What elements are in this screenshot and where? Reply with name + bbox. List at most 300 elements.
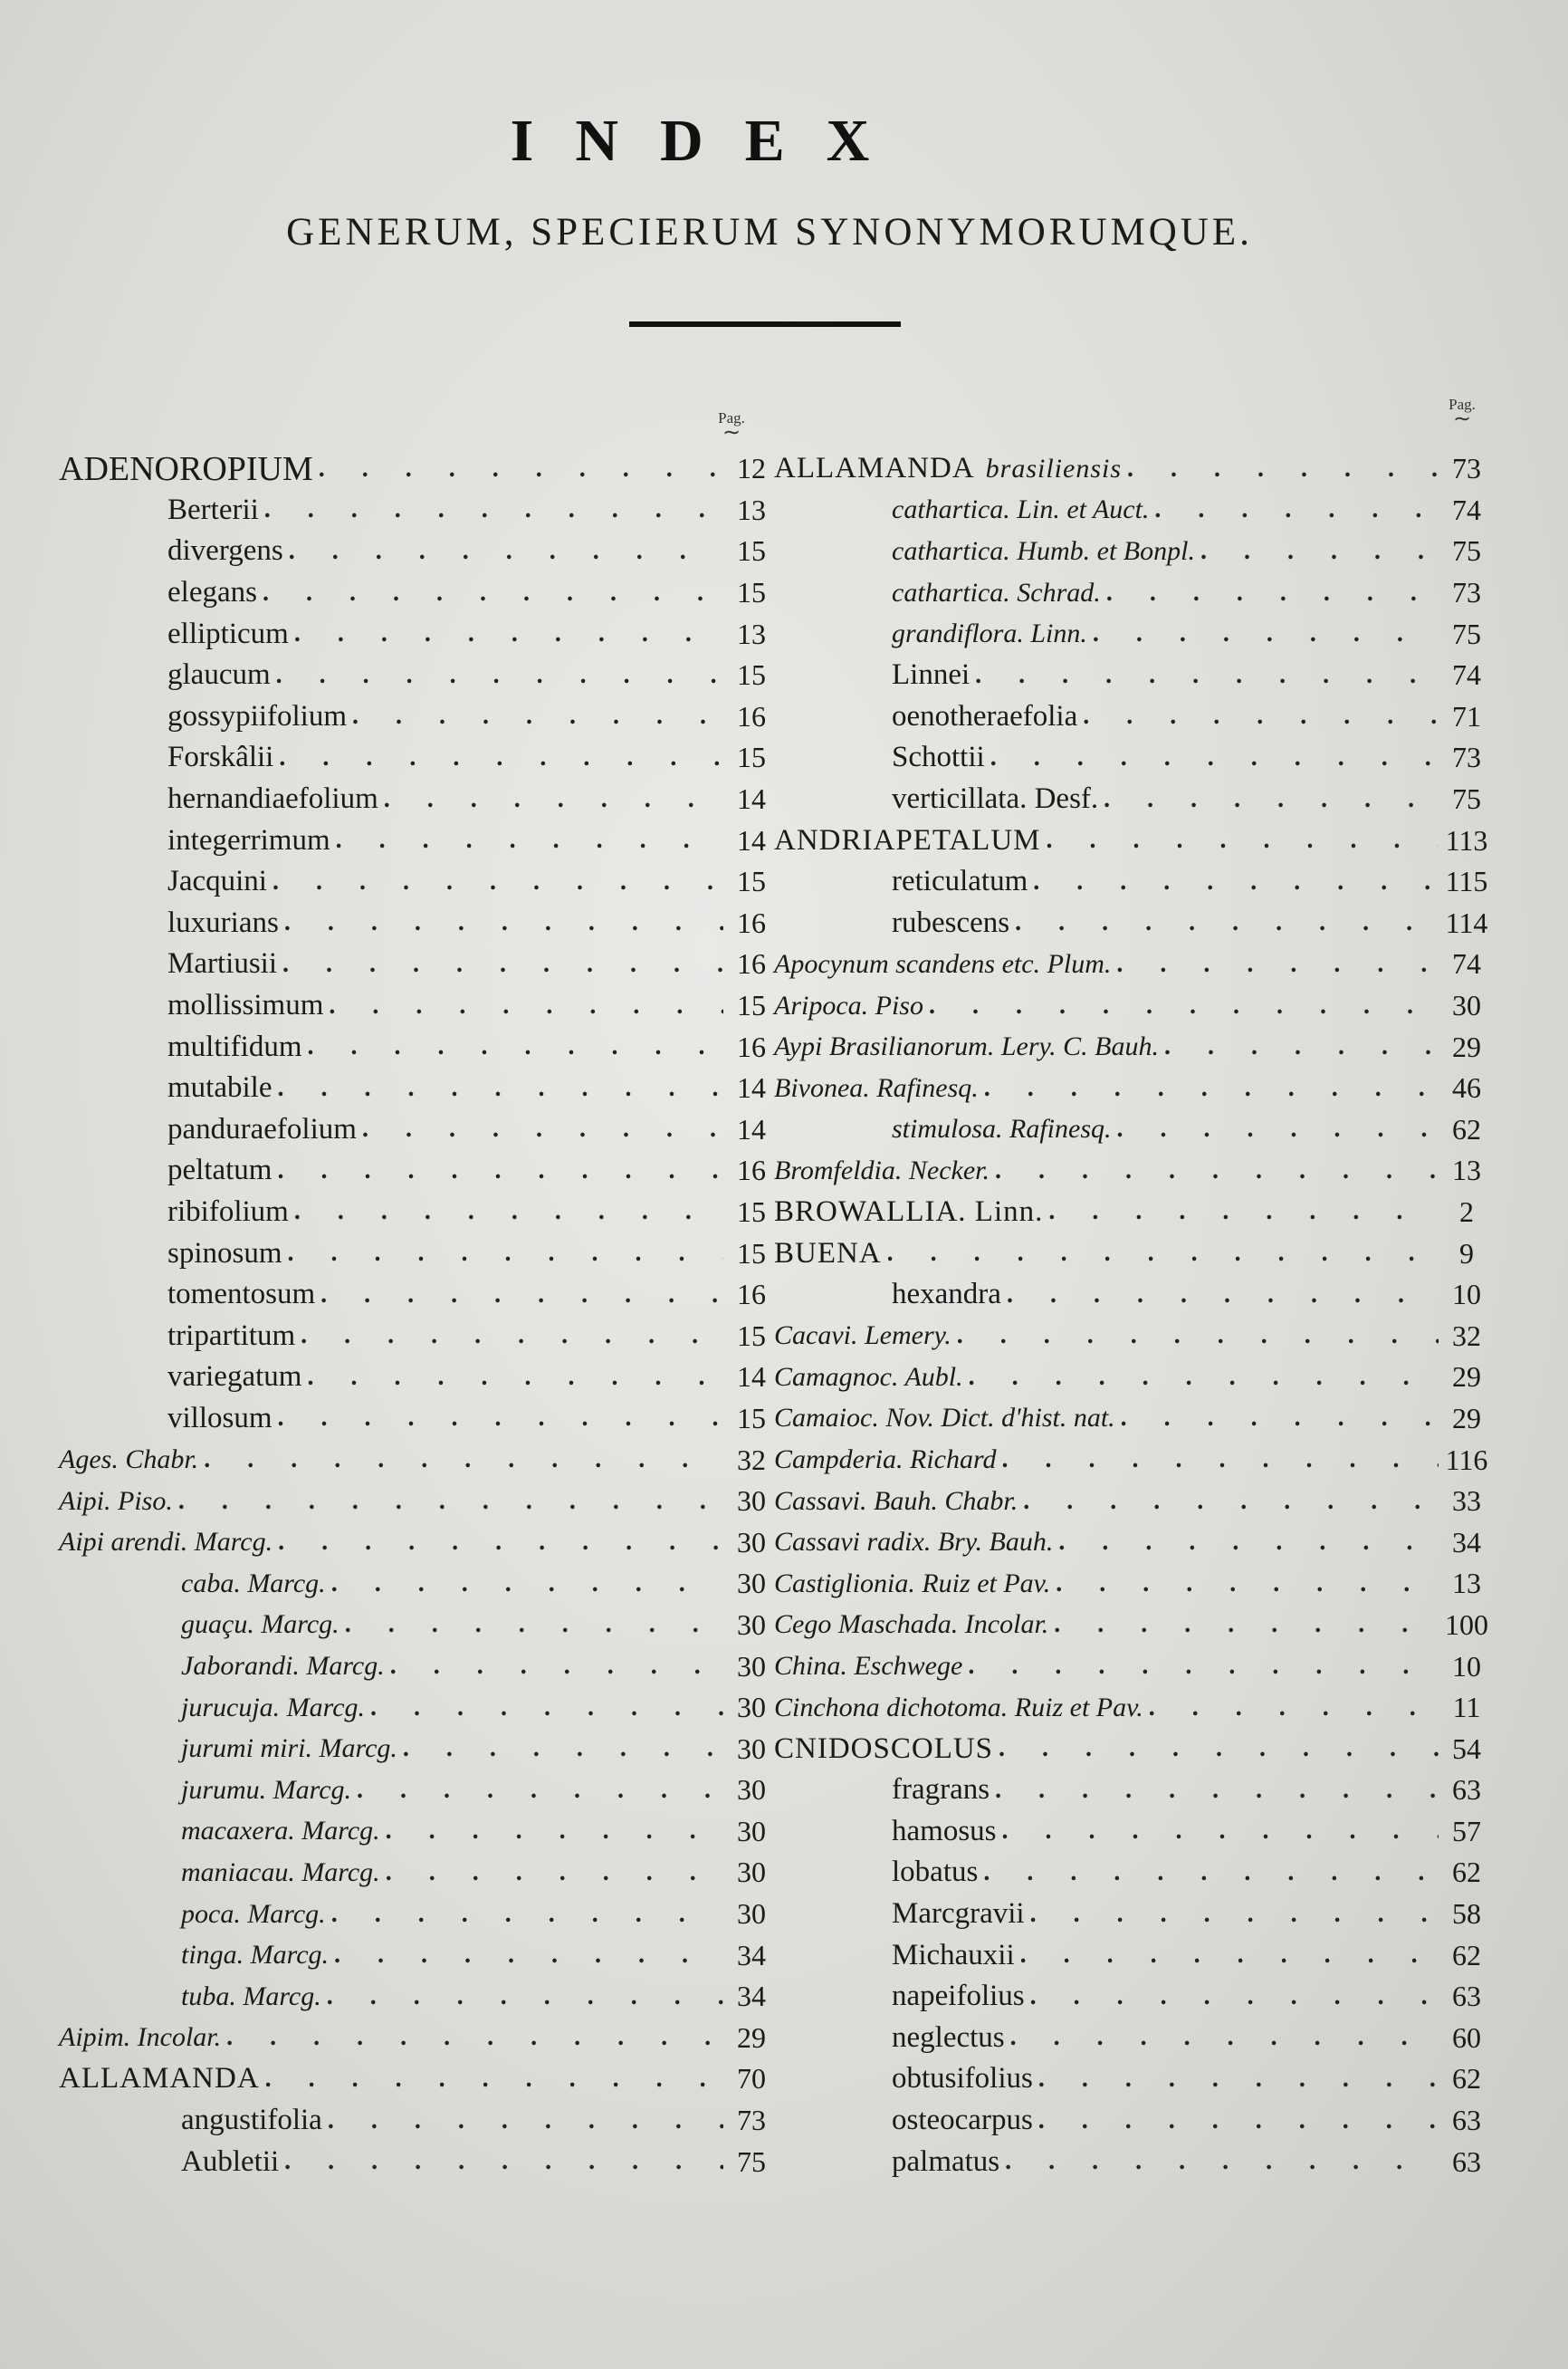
index-entry <box>774 1852 1489 1894</box>
dot-leader <box>1117 1115 1439 1144</box>
entry-name: hernandiaefolium <box>167 782 378 816</box>
page-number: 13 <box>737 493 766 526</box>
page-number: 30 <box>737 1649 766 1683</box>
index-entry <box>774 1192 1489 1233</box>
index-entry <box>59 1976 774 2018</box>
page-number: 32 <box>737 1443 766 1476</box>
index-entry <box>59 1357 774 1398</box>
page-number: 63 <box>1452 1980 1481 2013</box>
dot-leader <box>1048 1197 1439 1226</box>
dot-leader <box>386 1858 723 1887</box>
entry-name: Marcgravii <box>892 1897 1025 1931</box>
dot-leader <box>1047 826 1439 855</box>
left-page-label-text: Pag. <box>718 409 745 427</box>
entry-name: Schottii <box>892 741 985 774</box>
entry-name: integerrimum <box>167 823 330 857</box>
index-entry <box>774 1274 1489 1316</box>
index-entry <box>59 779 774 820</box>
entry-name: hexandra <box>892 1278 1001 1311</box>
index-entry <box>774 737 1489 779</box>
entry-name: Cinchona dichotoma. Ruiz et Pav. <box>774 1692 1143 1722</box>
page-number: 15 <box>737 1194 766 1228</box>
dot-leader <box>1093 619 1439 648</box>
entry-name: rubescens <box>892 906 1010 939</box>
index-entry <box>774 944 1489 985</box>
dot-leader <box>1164 1032 1439 1061</box>
page-number: 30 <box>737 1773 766 1807</box>
index-entry <box>774 779 1489 820</box>
index-entry <box>774 531 1489 572</box>
index-entry <box>59 531 774 572</box>
entry-name: Camaioc. Nov. Dict. d'hist. nat. <box>774 1403 1115 1434</box>
entry-name: Camagnoc. Aubl. <box>774 1361 963 1392</box>
page-number: 15 <box>737 741 766 774</box>
page-number: 63 <box>1452 1773 1481 1807</box>
page-number: 14 <box>737 823 766 857</box>
dot-leader <box>272 868 723 897</box>
dot-leader <box>319 455 723 484</box>
entry-name: tripartitum <box>167 1319 296 1352</box>
index-entry <box>774 2058 1489 2100</box>
page-number: 30 <box>737 1484 766 1518</box>
page-number: 15 <box>737 534 766 568</box>
page-number: 113 <box>1445 823 1488 857</box>
dot-leader <box>264 495 723 524</box>
entry-name: spinosum <box>167 1236 282 1270</box>
page-number: 58 <box>1452 1897 1481 1931</box>
entry-name: mollissimum <box>167 989 324 1022</box>
page-number: 57 <box>1452 1814 1481 1847</box>
dot-leader <box>969 1363 1439 1392</box>
entry-name: angustifolia <box>181 2104 322 2137</box>
index-entry <box>774 1521 1489 1563</box>
entry-name: oenotheraefolia <box>892 699 1078 733</box>
dot-leader <box>957 1321 1439 1350</box>
dot-leader <box>279 743 723 772</box>
dot-leader <box>1010 2023 1439 2052</box>
page-number: 73 <box>1452 576 1481 609</box>
dot-leader <box>289 537 723 566</box>
page-subtitle: GENERUM, SPECIERUM SYNONYMORUMQUE. <box>286 211 1253 254</box>
dot-leader <box>331 1900 723 1929</box>
dot-leader <box>334 1941 723 1970</box>
dot-leader <box>386 1817 723 1846</box>
page-number: 15 <box>737 989 766 1022</box>
index-entry <box>59 1770 774 1811</box>
dot-leader <box>1033 868 1439 897</box>
index-entry <box>59 903 774 945</box>
entry-name: China. Eschwege <box>774 1651 963 1682</box>
entry-name: luxurians <box>167 906 279 939</box>
entry-name: cathartica. Schrad. <box>892 577 1101 608</box>
left-index-column <box>59 448 774 2182</box>
entry-name: variegatum <box>167 1360 302 1394</box>
index-entry <box>59 944 774 985</box>
index-entry <box>774 820 1489 861</box>
index-entry <box>59 1232 774 1274</box>
dot-leader <box>276 661 723 690</box>
index-entry <box>59 1150 774 1192</box>
dot-leader <box>178 1487 723 1516</box>
dot-leader <box>1015 908 1439 937</box>
page-number: 30 <box>737 1856 766 1889</box>
entry-name: palmatus <box>892 2144 1000 2178</box>
index-entry <box>774 490 1489 532</box>
entry-name: poca. Marcg. <box>181 1898 326 1929</box>
dot-leader <box>370 1693 723 1722</box>
entry-name: Cassavi. Bauh. Chabr. <box>774 1485 1018 1516</box>
dot-leader <box>331 1569 723 1598</box>
entry-name: Martiusii <box>167 947 277 981</box>
index-entry <box>774 1026 1489 1068</box>
dot-leader <box>1104 785 1439 814</box>
entry-name: panduraefolium <box>167 1112 357 1146</box>
entry-name: Castiglionia. Ruiz et Pav. <box>774 1568 1051 1598</box>
dot-leader <box>308 1032 724 1061</box>
dot-leader <box>1121 1404 1439 1433</box>
entry-name: ADENOROPIUM <box>59 449 313 488</box>
dot-leader <box>1038 2065 1439 2094</box>
dot-leader <box>384 785 723 814</box>
index-entry <box>774 1232 1489 1274</box>
page-number: 71 <box>1452 699 1481 733</box>
entry-name: Aipi arendi. Marcg. <box>59 1527 273 1558</box>
page-number: 73 <box>1452 452 1481 485</box>
page-number: 32 <box>1452 1319 1481 1352</box>
entry-name: Forskâlii <box>167 741 274 774</box>
page-number: 60 <box>1452 2020 1481 2054</box>
entry-name: ANDRIAPETALUM <box>774 823 1041 857</box>
dot-leader <box>1038 2106 1439 2135</box>
page-number: 16 <box>737 1154 766 1187</box>
entry-name: Berterii <box>167 493 259 526</box>
page-number: 62 <box>1452 2062 1481 2096</box>
dot-leader <box>995 1776 1439 1805</box>
page-title: INDEX <box>510 108 912 174</box>
index-entry <box>59 2018 774 2059</box>
page-number: 74 <box>1452 658 1481 692</box>
page-number: 15 <box>737 1236 766 1270</box>
entry-name: tomentosum <box>167 1278 316 1311</box>
entry-name: Linnei <box>892 658 970 692</box>
entry-name: cathartica. Lin. et Auct. <box>892 494 1150 525</box>
entry-name: divergens <box>167 534 283 568</box>
dot-leader <box>975 661 1439 690</box>
index-entry <box>774 572 1489 614</box>
right-page-label-text: Pag. <box>1448 396 1476 413</box>
title-rule <box>629 321 901 327</box>
dot-leader <box>1116 950 1439 979</box>
index-entry <box>774 1605 1489 1646</box>
dot-leader <box>301 1321 723 1350</box>
dot-leader <box>1002 1445 1439 1474</box>
index-entry <box>59 1274 774 1316</box>
index-entry <box>59 737 774 779</box>
dot-leader <box>277 1156 723 1185</box>
entry-name: hamosus <box>892 1814 997 1847</box>
index-entry <box>774 1687 1489 1729</box>
index-entry <box>59 985 774 1027</box>
entry-name: Aripoca. Piso <box>774 990 923 1021</box>
index-entry <box>774 985 1489 1027</box>
index-entry <box>774 1068 1489 1109</box>
page-number: 29 <box>1452 1360 1481 1394</box>
index-entry <box>59 1109 774 1151</box>
page-number: 62 <box>1452 1856 1481 1889</box>
dot-leader <box>357 1776 723 1805</box>
dot-leader <box>1058 1528 1439 1557</box>
tilde-mark: ∼ <box>1452 408 1472 431</box>
index-entry <box>59 1645 774 1687</box>
page-number: 30 <box>737 1567 766 1600</box>
page-number: 30 <box>737 1897 766 1931</box>
page-number: 75 <box>1452 617 1481 650</box>
index-entry <box>774 613 1489 655</box>
dot-leader <box>929 992 1439 1021</box>
index-entry <box>774 1150 1489 1192</box>
dot-leader <box>307 1363 723 1392</box>
page-number: 16 <box>737 1278 766 1311</box>
page-number: 14 <box>737 1112 766 1146</box>
dot-leader <box>362 1115 723 1144</box>
dot-leader <box>277 1074 723 1103</box>
index-entry <box>774 1645 1489 1687</box>
entry-name: Aypi Brasilianorum. Lery. C. Bauh. <box>774 1031 1160 1062</box>
index-entry <box>59 490 774 532</box>
dot-leader <box>1106 579 1439 608</box>
index-entry <box>774 1894 1489 1935</box>
entry-name: mutabile <box>167 1071 272 1105</box>
index-entry <box>59 2058 774 2100</box>
index-entry <box>59 1521 774 1563</box>
dot-leader <box>288 1239 723 1268</box>
right-index-column <box>774 448 1489 2182</box>
index-entry <box>59 1728 774 1770</box>
entry-name: grandiflora. Linn. <box>892 619 1087 649</box>
entry-name: glaucum <box>167 658 271 692</box>
dot-leader <box>329 992 723 1021</box>
page-number: 34 <box>1452 1525 1481 1559</box>
index-entry <box>59 696 774 738</box>
page-number: 16 <box>737 1030 766 1063</box>
entry-name: maniacau. Marcg. <box>181 1856 380 1887</box>
index-entry <box>774 1481 1489 1522</box>
entry-name: verticillata. Desf. <box>892 782 1099 816</box>
entry-name: Bivonea. Rafinesq. <box>774 1072 979 1103</box>
dot-leader <box>1056 1569 1439 1598</box>
page-number: 100 <box>1445 1607 1488 1641</box>
entry-name: jurucuja. Marcg. <box>181 1692 366 1722</box>
dot-leader <box>1002 1817 1439 1846</box>
entry-name: lobatus <box>892 1856 979 1889</box>
page-number: 12 <box>737 452 766 485</box>
entry-name: multifidum <box>167 1030 302 1063</box>
entry-name: Cacavi. Lemery. <box>774 1320 951 1351</box>
page-number: 16 <box>737 947 766 981</box>
index-entry <box>59 1852 774 1894</box>
page-number: 16 <box>737 906 766 939</box>
page-number: 29 <box>1452 1401 1481 1434</box>
page-number: 10 <box>1452 1278 1481 1311</box>
page-number: 15 <box>737 658 766 692</box>
page-number: 30 <box>737 1607 766 1641</box>
dot-leader <box>1030 1900 1439 1929</box>
page-number: 29 <box>1452 1030 1481 1063</box>
dot-leader <box>1127 455 1439 484</box>
page-number: 73 <box>737 2104 766 2137</box>
right-page-label <box>1439 396 1485 431</box>
page-number: 30 <box>737 1525 766 1559</box>
dot-leader <box>282 950 723 979</box>
entry-name: CNIDOSCOLUS <box>774 1731 994 1765</box>
tilde-mark: ∼ <box>722 421 741 445</box>
page-number: 13 <box>737 617 766 650</box>
dot-leader <box>204 1445 723 1474</box>
entry-name: fragrans <box>892 1773 990 1807</box>
entry-name: ALLAMANDA <box>59 2062 260 2096</box>
index-entry <box>59 1398 774 1440</box>
index-entry <box>774 861 1489 903</box>
index-entry <box>59 820 774 861</box>
dot-leader <box>995 1156 1439 1185</box>
entry-name: villosum <box>167 1401 272 1434</box>
index-entry <box>774 2100 1489 2142</box>
index-entry <box>59 1687 774 1729</box>
index-entry <box>59 1811 774 1853</box>
entry-species: brasiliensis <box>985 453 1123 484</box>
entry-name: tuba. Marcg. <box>181 1981 321 2011</box>
page-number: 75 <box>737 2144 766 2178</box>
entry-name: ribifolium <box>167 1194 289 1228</box>
entry-name: Apocynum scandens etc. Plum. <box>774 948 1112 979</box>
dot-leader <box>1020 1941 1439 1970</box>
entry-name: stimulosa. Rafinesq. <box>892 1114 1112 1145</box>
dot-leader <box>1023 1487 1439 1516</box>
entry-name: Jacquini <box>167 865 267 898</box>
entry-name: cathartica. Humb. et Bonpl. <box>892 535 1195 566</box>
entry-name: peltatum <box>167 1154 272 1187</box>
page-number: 75 <box>1452 534 1481 568</box>
dot-leader <box>1030 1982 1439 2011</box>
page-number: 30 <box>737 1731 766 1765</box>
dot-leader <box>278 1404 723 1433</box>
page-number: 62 <box>1452 1938 1481 1971</box>
dot-leader <box>352 702 723 731</box>
entry-name: BUENA <box>774 1236 882 1270</box>
page-number: 2 <box>1459 1194 1474 1228</box>
entry-name: jurumu. Marcg. <box>181 1774 352 1805</box>
entry-name: Cego Maschada. Incolar. <box>774 1609 1049 1640</box>
entry-name: ellipticum <box>167 617 289 650</box>
page-number: 14 <box>737 1071 766 1105</box>
entry-name: reticulatum <box>892 865 1028 898</box>
page-number: 33 <box>1452 1484 1481 1518</box>
dot-leader <box>887 1239 1439 1268</box>
page-number: 10 <box>1452 1649 1481 1683</box>
entry-name: caba. Marcg. <box>181 1568 326 1598</box>
index-entry <box>59 1068 774 1109</box>
dot-leader <box>1083 702 1439 731</box>
index-entry <box>774 1563 1489 1605</box>
page-number: 14 <box>737 782 766 816</box>
index-entry <box>59 1605 774 1646</box>
page-number: 63 <box>1452 2104 1481 2137</box>
dot-leader <box>1149 1693 1439 1722</box>
page-number: 46 <box>1452 1071 1481 1105</box>
dot-leader <box>226 2023 723 2052</box>
index-entry <box>59 1894 774 1935</box>
entry-name: Jaborandi. Marcg. <box>181 1651 385 1682</box>
page-number: 15 <box>737 1401 766 1434</box>
dot-leader <box>984 1074 1439 1103</box>
entry-name: napeifolius <box>892 1980 1025 2013</box>
index-entry <box>774 1811 1489 1853</box>
dot-leader <box>327 1982 723 2011</box>
index-entry <box>59 1315 774 1357</box>
page-number: 116 <box>1445 1443 1488 1476</box>
index-entry <box>59 1026 774 1068</box>
page-number: 63 <box>1452 2144 1481 2178</box>
page-number: 70 <box>737 2062 766 2096</box>
entry-name: Aubletii <box>181 2144 280 2178</box>
dot-leader <box>320 1280 723 1309</box>
index-entry <box>774 903 1489 945</box>
index-entry <box>59 613 774 655</box>
index-entry <box>774 1398 1489 1440</box>
dot-leader <box>294 1197 723 1226</box>
index-entry <box>59 2141 774 2182</box>
page-number: 74 <box>1452 493 1481 526</box>
page-number: 74 <box>1452 947 1481 981</box>
index-entry <box>59 1481 774 1522</box>
entry-name: neglectus <box>892 2020 1005 2054</box>
page-number: 14 <box>737 1360 766 1394</box>
index-entry <box>774 1109 1489 1151</box>
dot-leader <box>294 619 723 648</box>
index-entry <box>59 572 774 614</box>
entry-name: Campderia. Richard <box>774 1444 997 1475</box>
page-number: 11 <box>1452 1691 1481 1724</box>
entry-name: BROWALLIA. Linn. <box>774 1194 1044 1228</box>
dot-leader <box>1200 537 1439 566</box>
page-number: 62 <box>1452 1112 1481 1146</box>
dot-leader <box>278 1528 723 1557</box>
dot-leader <box>265 2065 723 2094</box>
page-number: 15 <box>737 576 766 609</box>
index-entry <box>774 1439 1489 1481</box>
entry-name: elegans <box>167 576 257 609</box>
page-number: 34 <box>737 1938 766 1971</box>
page-number: 13 <box>1452 1154 1481 1187</box>
entry-name: obtusifolius <box>892 2062 1033 2096</box>
index-entry <box>59 655 774 696</box>
page-number: 34 <box>737 1980 766 2013</box>
dot-leader <box>284 2147 723 2176</box>
entry-name: Aipi. Piso. <box>59 1485 173 1516</box>
page-number: 115 <box>1445 865 1488 898</box>
index-entry <box>774 1728 1489 1770</box>
index-entry <box>59 448 774 490</box>
index-entry <box>59 1439 774 1481</box>
index-entry <box>774 1934 1489 1976</box>
dot-leader <box>263 579 723 608</box>
dot-leader <box>1007 1280 1439 1309</box>
index-entry <box>59 861 774 903</box>
page-number: 16 <box>737 699 766 733</box>
entry-name: Ages. Chabr. <box>59 1444 199 1475</box>
page-number: 15 <box>737 1319 766 1352</box>
dot-leader <box>983 1858 1439 1887</box>
